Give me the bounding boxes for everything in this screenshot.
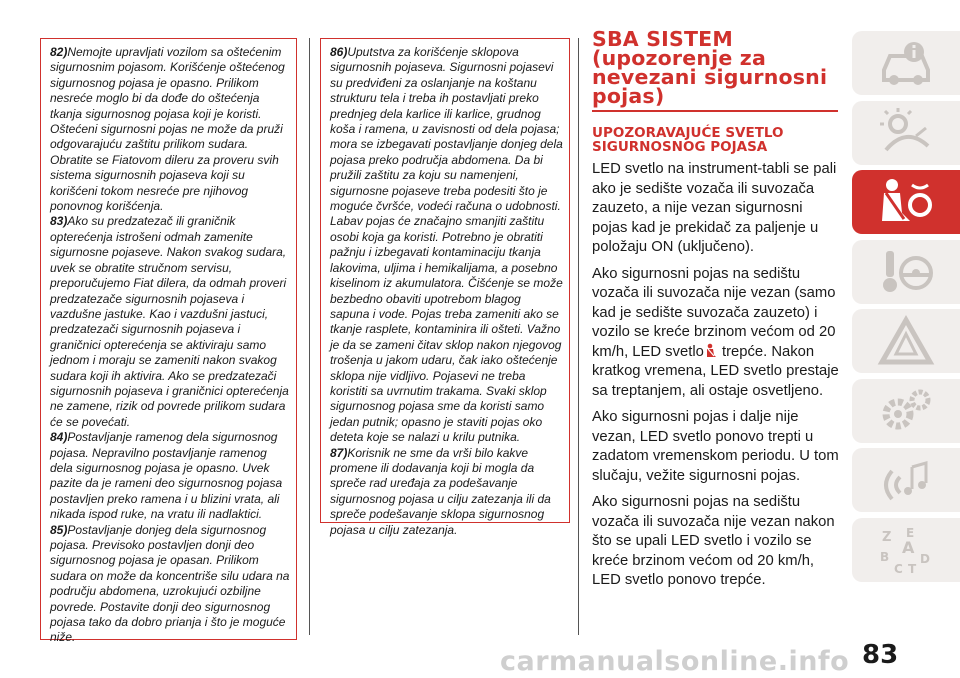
tab-index[interactable] (852, 518, 960, 582)
watermark: carmanualsonline.info (500, 646, 850, 677)
tab-multimedia[interactable] (852, 448, 960, 512)
paragraph-2: Ako sigurnosni pojas na sedištu vozača ili suvozača nije vezan (samo kad je sedište suvozača zauzeto) i vozilo se kreće brzinom većom od 20 km/h, LED svetlo trepće. Nakon kratkog vremena, LED svetlo prestaje sa treptanjem, ali ostaje osvetljeno. (592, 265, 839, 399)
warning-83: 83)Ako su predzatezač ili graničnik opterećenja istrošeni odmah zamenite sigurnosne pojaseve. Nakon svakog sudara, uvek se obratite stručnom servisu, preporučujemo Fiat dilera, da odmah proveri predzatezače sigurnosnih pojaseva i vazdušne jastuke. Kao i vazdušni jastuci, predzatezači sigurnosnih pojaseva i graničnici opterećenja se aktiviraju samo jednom i moraju se zameniti nakon svakog sudara koji ih aktivira. Ako se predzatezači sigurnosnih pojaseva i graničnici opterećenja ne zamene, rizik od povrede prilikom sudara će se povećati. (50, 214, 289, 429)
sba-section (592, 27, 842, 598)
multimedia-icon (876, 453, 936, 507)
svg-text:B: B (880, 549, 890, 564)
safety-seatbelt-airbag-icon (876, 175, 936, 229)
section-title: SBA SISTEM (upozorenje za nevezani sigurnosni pojas) (592, 27, 828, 108)
svg-text:T: T (908, 561, 917, 576)
tab-car-info[interactable] (852, 31, 960, 95)
warning-86: 86)Uputstva za korišćenje sklopova sigurnosnih pojaseva. Sigurnosni pojasevi su predviđeni za oslanjanje na koštanu strukturu tela i treba ih postavljati preko prednjeg dela karlice ili karlice, grudnog koša i ramena, u zavisnosti od dela pojasa; mora se izbegavati postavljanje donjeg dela pojasa preko područja abdomena. Da bi pružili zaštitu za koju su namenjeni, sigurnosne pojaseve treba podesiti što je moguće čvršće, vodeći računa o udobnosti. Labav pojas će značajno smanjiti zaštitu osobi koja ga koristi. Potrebno je obratiti pažnju i izbegavati kontaminaciju tkanja lakovima, uljima i hemikalijama, a posebno kiselinom iz akumulatora. Čišćenje se može bezbedno obaviti upotrebom blagog sapuna i vode. Pojas treba zameniti ako se tkanje rasplete, kontaminira ili ošteti. Važno je da se zameni čitav sklop nakon njegovog trošenja u jakom udaru, čak iako oštećenje sklopa nije vidljivo. Pojasevi ne treba koristiti sa uvrnutim trakama. Svaki sklop sigurnosnog pojasa sme da koristi samo jedan putnik; opasno je staviti pojas oko deteta koje se nalazi u krilu putnika. (330, 45, 563, 445)
warning-87: 87)Korisnik ne sme da vrši bilo kakve promene ili dodavanja koji bi mogla da spreče rad uređaja za podešavanje sigurnosnog pojasa u cilju zatezanja ili da spreče podešavanje sklopa sigurnosnog pojasa u cilju zatezanja. (330, 445, 551, 537)
svg-text:D: D (920, 551, 930, 566)
warning-triangle-icon (876, 314, 936, 368)
svg-text:Z: Z (882, 529, 892, 545)
warning-82: 82)Nemojte upravljati vozilom sa oštećenim sigurnosnim pojasom. Korišćenje oštećenog sigurnosnog pojasa je opasno. Prilikom nesreće moglo bi da dođe do oštećenja tkanja sigurnosnog pojasa koji je koristi. Oštećeni sigurnosni pojas ne može da pruži odgovarajuću zaštitu prilikom sudara. Obratite se Fiatovom dileru za proveru svih sistema sigurnosnih pojaseva koji su korišćeni tokom nesreće pre njihovog ponovnog korišćenja. (50, 45, 285, 214)
warning-85: 85)Postavljanje donjeg dela sigurnosnog pojasa. Previsoko postavljen donji deo sigurnosnog pojasa je opasan. Prilikom sudara on može da koncentriše silu udara na području abdomena, uzrokujući ozbiljne povrede. Postavite donji deo sigurnosnog pojasa tako da dobro prianja i što je moguće niže. (50, 522, 290, 645)
tab-maintenance[interactable] (852, 379, 960, 443)
column-divider-1 (309, 38, 310, 635)
chapter-tabs (852, 31, 960, 587)
warning-box-col1 (40, 38, 297, 645)
section-subtitle: UPOZORAVAJUĆE SVETLO SIGURNOSNOG POJASA (592, 125, 784, 155)
svg-text:E: E (906, 525, 915, 540)
svg-text:A: A (902, 537, 915, 557)
tab-dashboard-lights[interactable] (852, 101, 960, 165)
tab-starting-driving[interactable] (852, 240, 960, 304)
warning-box-col2 (320, 38, 570, 537)
tab-safety[interactable] (852, 170, 960, 234)
car-info-icon (876, 36, 936, 90)
page-number: 83 (862, 640, 899, 670)
seatbelt-warning-icon (704, 343, 718, 358)
alphabetical-index-icon (876, 523, 936, 577)
column-divider-2 (578, 38, 579, 635)
dashboard-lights-icon (876, 106, 936, 160)
title-rule (592, 110, 838, 112)
paragraph-1: LED svetlo na instrument-tabli se pali ako je sedište vozača ili suvozača zauzeto, a nije vezan sigurnosni pojas kad je prekidač za paljenje u položaju ON (uključeno). (592, 161, 837, 255)
paragraph-3: Ako sigurnosni pojas i dalje nije vezan, LED svetlo ponovo trepti u zadatom vremenskom periodu. U tom slučaju, vežite sigurnosni pojas. (592, 409, 839, 484)
service-gears-icon (876, 384, 936, 438)
paragraph-4: Ako sigurnosni pojas na sedištu vozača ili suvozača nije vezan nakon što se upali LED svetlo i vozilo se kreće brzinom većom od 20 km/h, LED svetlo ponovo trepće. (592, 494, 835, 588)
tab-emergency[interactable] (852, 309, 960, 373)
warning-84: 84)Postavljanje ramenog dela sigurnosnog pojasa. Nepravilno postavljanje ramenog dela sigurnosnog pojasa je opasno. Uvek pazite da je rameni deo sigurnosnog pojasa postavljen preko ramena i u blizini vrata, ali nikada ispod ruke, na vratu ili nadlaktici. (50, 430, 283, 522)
key-steering-wheel-icon (876, 245, 936, 299)
svg-text:C: C (894, 561, 903, 576)
